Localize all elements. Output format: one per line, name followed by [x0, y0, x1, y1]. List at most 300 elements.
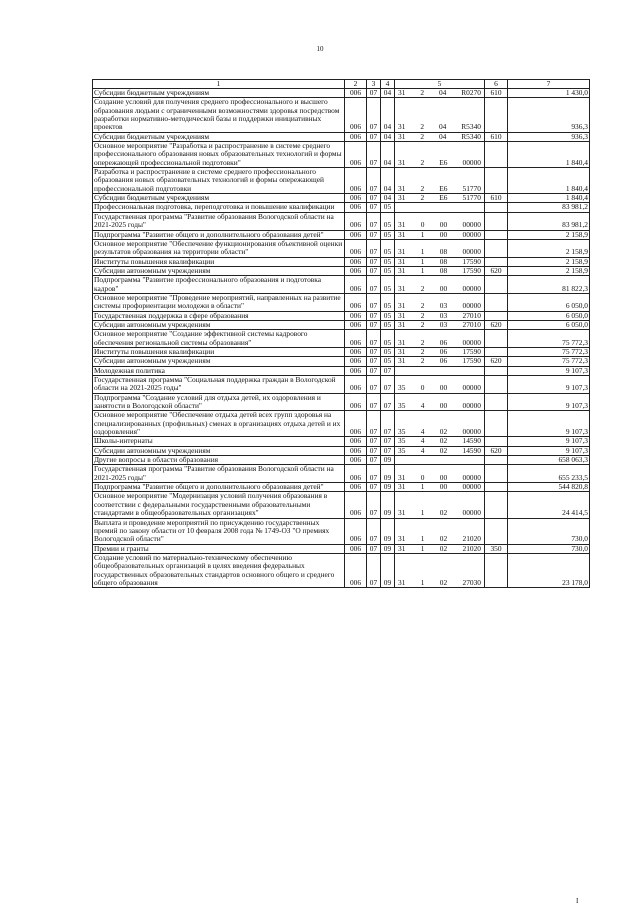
csr-part: 00: [439, 401, 448, 411]
csr-part: 1: [420, 257, 425, 266]
csr-part: 21020: [462, 534, 481, 544]
row-expense-type: 620: [485, 446, 508, 455]
row-name: Субсидии бюджетным учреждениям: [93, 89, 345, 98]
row-subsection: 04: [381, 142, 395, 168]
csr-part: 2: [420, 157, 425, 167]
row-subsection: 05: [381, 357, 395, 366]
csr-part: 14590: [462, 436, 481, 446]
csr-part: 00000: [462, 337, 481, 347]
row-target-article: [395, 230, 485, 239]
table-row: [93, 320, 590, 329]
row-name: Основное мероприятие "Проведение мероприятий, направленных на развитие системы профориентации молодежи в области": [93, 293, 345, 311]
csr-part: 35: [398, 446, 406, 455]
row-section: 07: [367, 257, 381, 266]
row-subsection: 09: [381, 518, 395, 544]
csr-part: 31: [398, 283, 406, 293]
row-expense-type: [485, 393, 508, 411]
row-subsection: 05: [381, 293, 395, 311]
row-ved: 006: [345, 553, 367, 587]
table-row: [93, 544, 590, 553]
csr-part: 1: [420, 508, 425, 518]
row-section: 07: [367, 168, 381, 194]
row-target-article: [395, 411, 485, 437]
row-subsection: 04: [381, 168, 395, 194]
row-ved: 006: [345, 194, 367, 203]
row-section: 07: [367, 311, 381, 320]
row-target-article: [395, 89, 485, 98]
row-target-article: [395, 142, 485, 168]
csr-part: R0270: [461, 88, 481, 97]
row-target-article: [395, 257, 485, 266]
csr-part: 35: [398, 401, 406, 411]
row-ved: 006: [345, 437, 367, 446]
table-header-row: [93, 80, 590, 89]
csr-part: 1: [420, 482, 425, 492]
row-target-article: [395, 347, 485, 356]
row-section: 07: [367, 194, 381, 203]
table-row: [93, 411, 590, 437]
row-ved: 006: [345, 544, 367, 553]
row-section: 07: [367, 411, 381, 437]
header-cell: 7: [508, 80, 590, 89]
row-target-article: [395, 553, 485, 587]
row-subsection: 04: [381, 132, 395, 141]
row-target-article: [395, 393, 485, 411]
row-subsection: 05: [381, 276, 395, 294]
header-cell: 4: [381, 80, 395, 89]
row-ved: 006: [345, 168, 367, 194]
csr-part: 00: [439, 283, 448, 293]
row-expense-type: [485, 276, 508, 294]
row-target-article: [395, 203, 485, 212]
row-target-article: [395, 98, 485, 132]
csr-part: 06: [439, 347, 448, 356]
row-target-article: [395, 194, 485, 203]
row-ved: 006: [345, 518, 367, 544]
csr-part: 31: [398, 544, 406, 553]
row-target-article: [395, 311, 485, 320]
csr-part: 31: [398, 337, 406, 347]
row-amount: 2 158,9: [508, 230, 590, 239]
row-name: Субсидии автономным учреждениям: [93, 446, 345, 455]
row-subsection: 05: [381, 266, 395, 275]
table-row: [93, 293, 590, 311]
row-target-article: [395, 366, 485, 375]
row-target-article: [395, 544, 485, 553]
row-expense-type: [485, 142, 508, 168]
csr-part: 31: [398, 482, 406, 492]
row-expense-type: [485, 411, 508, 437]
row-expense-type: 620: [485, 266, 508, 275]
row-subsection: 07: [381, 393, 395, 411]
header-cell: 5: [395, 80, 485, 89]
table-row: [93, 330, 590, 348]
row-amount: 23 178,0: [508, 553, 590, 587]
row-target-article: [395, 320, 485, 329]
csr-part: 06: [439, 356, 448, 366]
row-ved: 006: [345, 89, 367, 98]
row-target-article: [395, 446, 485, 455]
row-ved: 006: [345, 293, 367, 311]
csr-part: 21020: [462, 544, 481, 553]
csr-part: 2: [420, 337, 425, 347]
row-amount: 1 840,4: [508, 168, 590, 194]
csr-part: 31: [398, 301, 406, 311]
csr-part: 2: [420, 301, 425, 311]
row-name: Подпрограмма "Создание условий для отдыха детей, их оздоровления и занятости в Вологодской области": [93, 393, 345, 411]
csr-part: 00: [439, 230, 448, 239]
table-row: [93, 393, 590, 411]
csr-part: 03: [439, 301, 448, 311]
row-subsection: 05: [381, 203, 395, 212]
csr-part: 00: [439, 220, 448, 230]
row-section: 07: [367, 132, 381, 141]
table-row: [93, 276, 590, 294]
table-row: [93, 203, 590, 212]
csr-part: 31: [398, 230, 406, 239]
row-amount: 658 063,3: [508, 456, 590, 465]
row-subsection: 09: [381, 465, 395, 483]
row-ved: 006: [345, 330, 367, 348]
csr-part: 2: [420, 132, 425, 141]
row-ved: 006: [345, 393, 367, 411]
row-target-article: [395, 330, 485, 348]
row-amount: 6 050,0: [508, 293, 590, 311]
row-subsection: 07: [381, 437, 395, 446]
row-expense-type: 610: [485, 132, 508, 141]
csr-part: 04: [438, 132, 447, 141]
row-name: Основное мероприятие "Обеспечение функционирования объективной оценки результатов образования на территории области": [93, 239, 345, 257]
row-section: 07: [367, 465, 381, 483]
row-section: 07: [367, 203, 381, 212]
csr-part: 31: [398, 88, 406, 97]
csr-part: 02: [439, 577, 448, 587]
csr-part: 0: [420, 472, 425, 482]
row-section: 07: [367, 142, 381, 168]
table-row: [93, 376, 590, 394]
row-name: Разработка и распространение в системе среднего профессионального образования новых образовательных технологий и формы опережающей профессиональной подготовки: [93, 168, 345, 194]
row-subsection: 07: [381, 411, 395, 437]
row-ved: 006: [345, 483, 367, 492]
row-subsection: 09: [381, 456, 395, 465]
csr-part: 31: [398, 257, 406, 266]
row-section: 07: [367, 544, 381, 553]
row-target-article: [395, 357, 485, 366]
page-number: 10: [316, 45, 324, 53]
csr-part: 35: [398, 383, 406, 393]
table-row: [93, 194, 590, 203]
csr-part: 27010: [462, 320, 481, 329]
csr-part: 08: [439, 266, 448, 275]
header-cell: 3: [367, 80, 381, 89]
csr-part: 0: [420, 220, 425, 230]
csr-part: 2: [420, 88, 425, 97]
csr-part: 00000: [462, 220, 481, 230]
row-subsection: 09: [381, 492, 395, 518]
row-ved: 006: [345, 411, 367, 437]
row-name: Другие вопросы в области образования: [93, 456, 345, 465]
table-row: [93, 366, 590, 375]
row-name: Создание условий по материально-техническому обеспечению общеобразовательных организаций в целях введения федеральных государственных образовательных стандартов основного общего и среднего общего образования: [93, 553, 345, 587]
csr-part: 00000: [462, 508, 481, 518]
csr-part: 02: [439, 446, 448, 455]
row-ved: 006: [345, 357, 367, 366]
csr-part: 2: [420, 347, 425, 356]
row-expense-type: [485, 456, 508, 465]
row-amount: 1 430,0: [508, 89, 590, 98]
row-target-article: [395, 465, 485, 483]
csr-part: 00: [439, 472, 448, 482]
csr-part: 1: [420, 577, 425, 587]
table-row: [93, 239, 590, 257]
row-subsection: 05: [381, 239, 395, 257]
row-section: 07: [367, 376, 381, 394]
csr-part: 02: [439, 508, 448, 518]
row-amount: 9 107,3: [508, 376, 590, 394]
corner-mark: I: [576, 897, 579, 905]
row-name: Создание условий для получения среднего профессионального и высшего образования людьми с ограниченными возможностями здоровья посредством разработки нормативно-методической базы и поддержки инициативных проектов: [93, 98, 345, 132]
row-amount: 730,0: [508, 544, 590, 553]
row-amount: 9 107,3: [508, 437, 590, 446]
budget-table: [92, 79, 590, 588]
row-target-article: [395, 437, 485, 446]
row-name: Государственная программа "Социальная поддержка граждан в Вологодской области на 2021-2025 годы": [93, 376, 345, 394]
csr-part: 00000: [462, 247, 481, 257]
row-expense-type: [485, 239, 508, 257]
row-amount: 936,3: [508, 98, 590, 132]
row-expense-type: 350: [485, 544, 508, 553]
row-name: Подпрограмма "Развитие общего и дополнительного образования детей": [93, 230, 345, 239]
csr-part: 27010: [462, 311, 481, 320]
row-amount: 75 772,3: [508, 347, 590, 356]
row-ved: 006: [345, 376, 367, 394]
row-ved: 006: [345, 266, 367, 275]
row-name: Школы-интернаты: [93, 437, 345, 446]
row-ved: 006: [345, 212, 367, 230]
csr-part: 31: [398, 472, 406, 482]
csr-part: 17590: [462, 257, 481, 266]
row-section: 07: [367, 553, 381, 587]
row-expense-type: 610: [485, 194, 508, 203]
csr-part: 31: [398, 157, 406, 167]
table-row: [93, 89, 590, 98]
csr-part: 08: [439, 257, 448, 266]
csr-part: 31: [398, 320, 406, 329]
row-ved: 006: [345, 239, 367, 257]
row-name: Субсидии автономным учреждениям: [93, 357, 345, 366]
row-amount: 1 840,4: [508, 194, 590, 203]
csr-part: 2: [420, 283, 425, 293]
csr-part: 00000: [462, 157, 481, 167]
row-name: Основное мероприятие "Обеспечение отдыха детей всех групп здоровья на специализированных (профильных) сменах в организациях отдыха детей и их оздоровления": [93, 411, 345, 437]
table-row: [93, 98, 590, 132]
header-cell: 1: [93, 80, 345, 89]
row-ved: 006: [345, 311, 367, 320]
csr-part: 17590: [462, 266, 481, 275]
csr-part: 31: [398, 356, 406, 366]
row-name: Субсидии автономным учреждениям: [93, 266, 345, 275]
csr-part: 31: [398, 247, 406, 257]
row-amount: 936,3: [508, 132, 590, 141]
row-ved: 006: [345, 320, 367, 329]
row-name: Подпрограмма "Развитие общего и дополнительного образования детей": [93, 483, 345, 492]
csr-part: 35: [398, 436, 406, 446]
csr-part: 00000: [462, 427, 481, 437]
row-expense-type: [485, 311, 508, 320]
csr-part: 31: [398, 220, 406, 230]
row-expense-type: [485, 293, 508, 311]
row-expense-type: [485, 366, 508, 375]
row-section: 07: [367, 212, 381, 230]
csr-part: 31: [398, 193, 406, 203]
row-subsection: 05: [381, 212, 395, 230]
table-row: [93, 492, 590, 518]
row-section: 07: [367, 239, 381, 257]
csr-part: 00000: [462, 230, 481, 239]
row-ved: 006: [345, 132, 367, 141]
csr-part: 04: [438, 122, 447, 132]
header-cell: 2: [345, 80, 367, 89]
csr-part: 4: [420, 436, 425, 446]
row-expense-type: [485, 257, 508, 266]
row-ved: 006: [345, 366, 367, 375]
row-expense-type: 620: [485, 320, 508, 329]
csr-part: E6: [439, 157, 448, 167]
row-expense-type: [485, 437, 508, 446]
csr-part: 31: [398, 266, 406, 275]
row-name: Субсидии автономным учреждениям: [93, 320, 345, 329]
row-section: 07: [367, 357, 381, 366]
row-name: Подпрограмма "Развитие профессионального образования и подготовка кадров": [93, 276, 345, 294]
row-section: 07: [367, 366, 381, 375]
csr-part: 0: [420, 383, 425, 393]
row-amount: 75 772,3: [508, 357, 590, 366]
header-cell: 6: [485, 80, 508, 89]
row-amount: 83 981,2: [508, 203, 590, 212]
row-name: Премии и гранты: [93, 544, 345, 553]
csr-part: 31: [398, 132, 406, 141]
table-row: [93, 446, 590, 455]
row-section: 07: [367, 437, 381, 446]
row-expense-type: [485, 492, 508, 518]
row-subsection: 05: [381, 320, 395, 329]
row-ved: 006: [345, 347, 367, 356]
csr-part: 02: [439, 427, 448, 437]
row-expense-type: 610: [485, 89, 508, 98]
csr-part: 1: [420, 544, 425, 553]
row-section: 07: [367, 330, 381, 348]
csr-part: 2: [420, 311, 425, 320]
row-section: 07: [367, 492, 381, 518]
row-name: Государственная поддержка в сфере образования: [93, 311, 345, 320]
table-row: [93, 553, 590, 587]
csr-part: 31: [398, 347, 406, 356]
table-row: [93, 168, 590, 194]
row-ved: 006: [345, 230, 367, 239]
csr-part: R5340: [461, 122, 481, 132]
row-name: Институты повышения квалификации: [93, 257, 345, 266]
csr-part: 03: [439, 320, 448, 329]
row-ved: 006: [345, 142, 367, 168]
csr-part: 4: [420, 427, 425, 437]
row-name: Основное мероприятие "Создание эффективной системы кадрового обеспечения региональной системы образования": [93, 330, 345, 348]
row-expense-type: [485, 483, 508, 492]
csr-part: R5340: [461, 132, 481, 141]
row-amount: 2 158,9: [508, 257, 590, 266]
csr-part: 02: [439, 544, 448, 553]
row-amount: 655 233,5: [508, 465, 590, 483]
row-expense-type: [485, 518, 508, 544]
csr-part: 2: [420, 183, 425, 193]
row-section: 07: [367, 230, 381, 239]
csr-part: 17590: [462, 347, 481, 356]
table-row: [93, 257, 590, 266]
row-section: 07: [367, 293, 381, 311]
csr-part: 14590: [462, 446, 481, 455]
row-expense-type: [485, 212, 508, 230]
row-name: Институты повышения квалификации: [93, 347, 345, 356]
table-row: [93, 142, 590, 168]
table-row: [93, 456, 590, 465]
row-target-article: [395, 376, 485, 394]
row-subsection: 04: [381, 98, 395, 132]
row-ved: 006: [345, 98, 367, 132]
row-section: 07: [367, 276, 381, 294]
row-amount: 2 158,9: [508, 266, 590, 275]
row-subsection: 05: [381, 311, 395, 320]
row-expense-type: [485, 230, 508, 239]
table-row: [93, 357, 590, 366]
row-target-article: [395, 293, 485, 311]
row-section: 07: [367, 446, 381, 455]
row-name: Профессиональная подготовка, переподготовка и повышение квалификации: [93, 203, 345, 212]
row-target-article: [395, 518, 485, 544]
row-amount: 6 050,0: [508, 311, 590, 320]
row-subsection: 05: [381, 330, 395, 348]
row-name: Субсидии бюджетным учреждениям: [93, 132, 345, 141]
row-subsection: 09: [381, 553, 395, 587]
row-amount: 9 107,3: [508, 393, 590, 411]
row-amount: 9 107,3: [508, 446, 590, 455]
row-amount: 75 772,3: [508, 330, 590, 348]
csr-part: 31: [398, 577, 406, 587]
row-expense-type: 620: [485, 357, 508, 366]
csr-part: 4: [420, 446, 425, 455]
table-row: [93, 483, 590, 492]
row-target-article: [395, 456, 485, 465]
row-section: 07: [367, 456, 381, 465]
row-expense-type: [485, 330, 508, 348]
row-section: 07: [367, 393, 381, 411]
row-target-article: [395, 212, 485, 230]
row-section: 07: [367, 518, 381, 544]
row-subsection: 04: [381, 89, 395, 98]
csr-part: 2: [420, 193, 425, 203]
row-subsection: 09: [381, 483, 395, 492]
row-expense-type: [485, 376, 508, 394]
row-ved: 006: [345, 276, 367, 294]
csr-part: E6: [439, 183, 448, 193]
table-row: [93, 266, 590, 275]
row-target-article: [395, 276, 485, 294]
row-subsection: 05: [381, 257, 395, 266]
row-amount: 730,0: [508, 518, 590, 544]
row-subsection: 07: [381, 366, 395, 375]
table-row: [93, 437, 590, 446]
csr-part: 03: [439, 311, 448, 320]
csr-part: 00: [439, 383, 448, 393]
csr-part: E6: [439, 193, 448, 203]
